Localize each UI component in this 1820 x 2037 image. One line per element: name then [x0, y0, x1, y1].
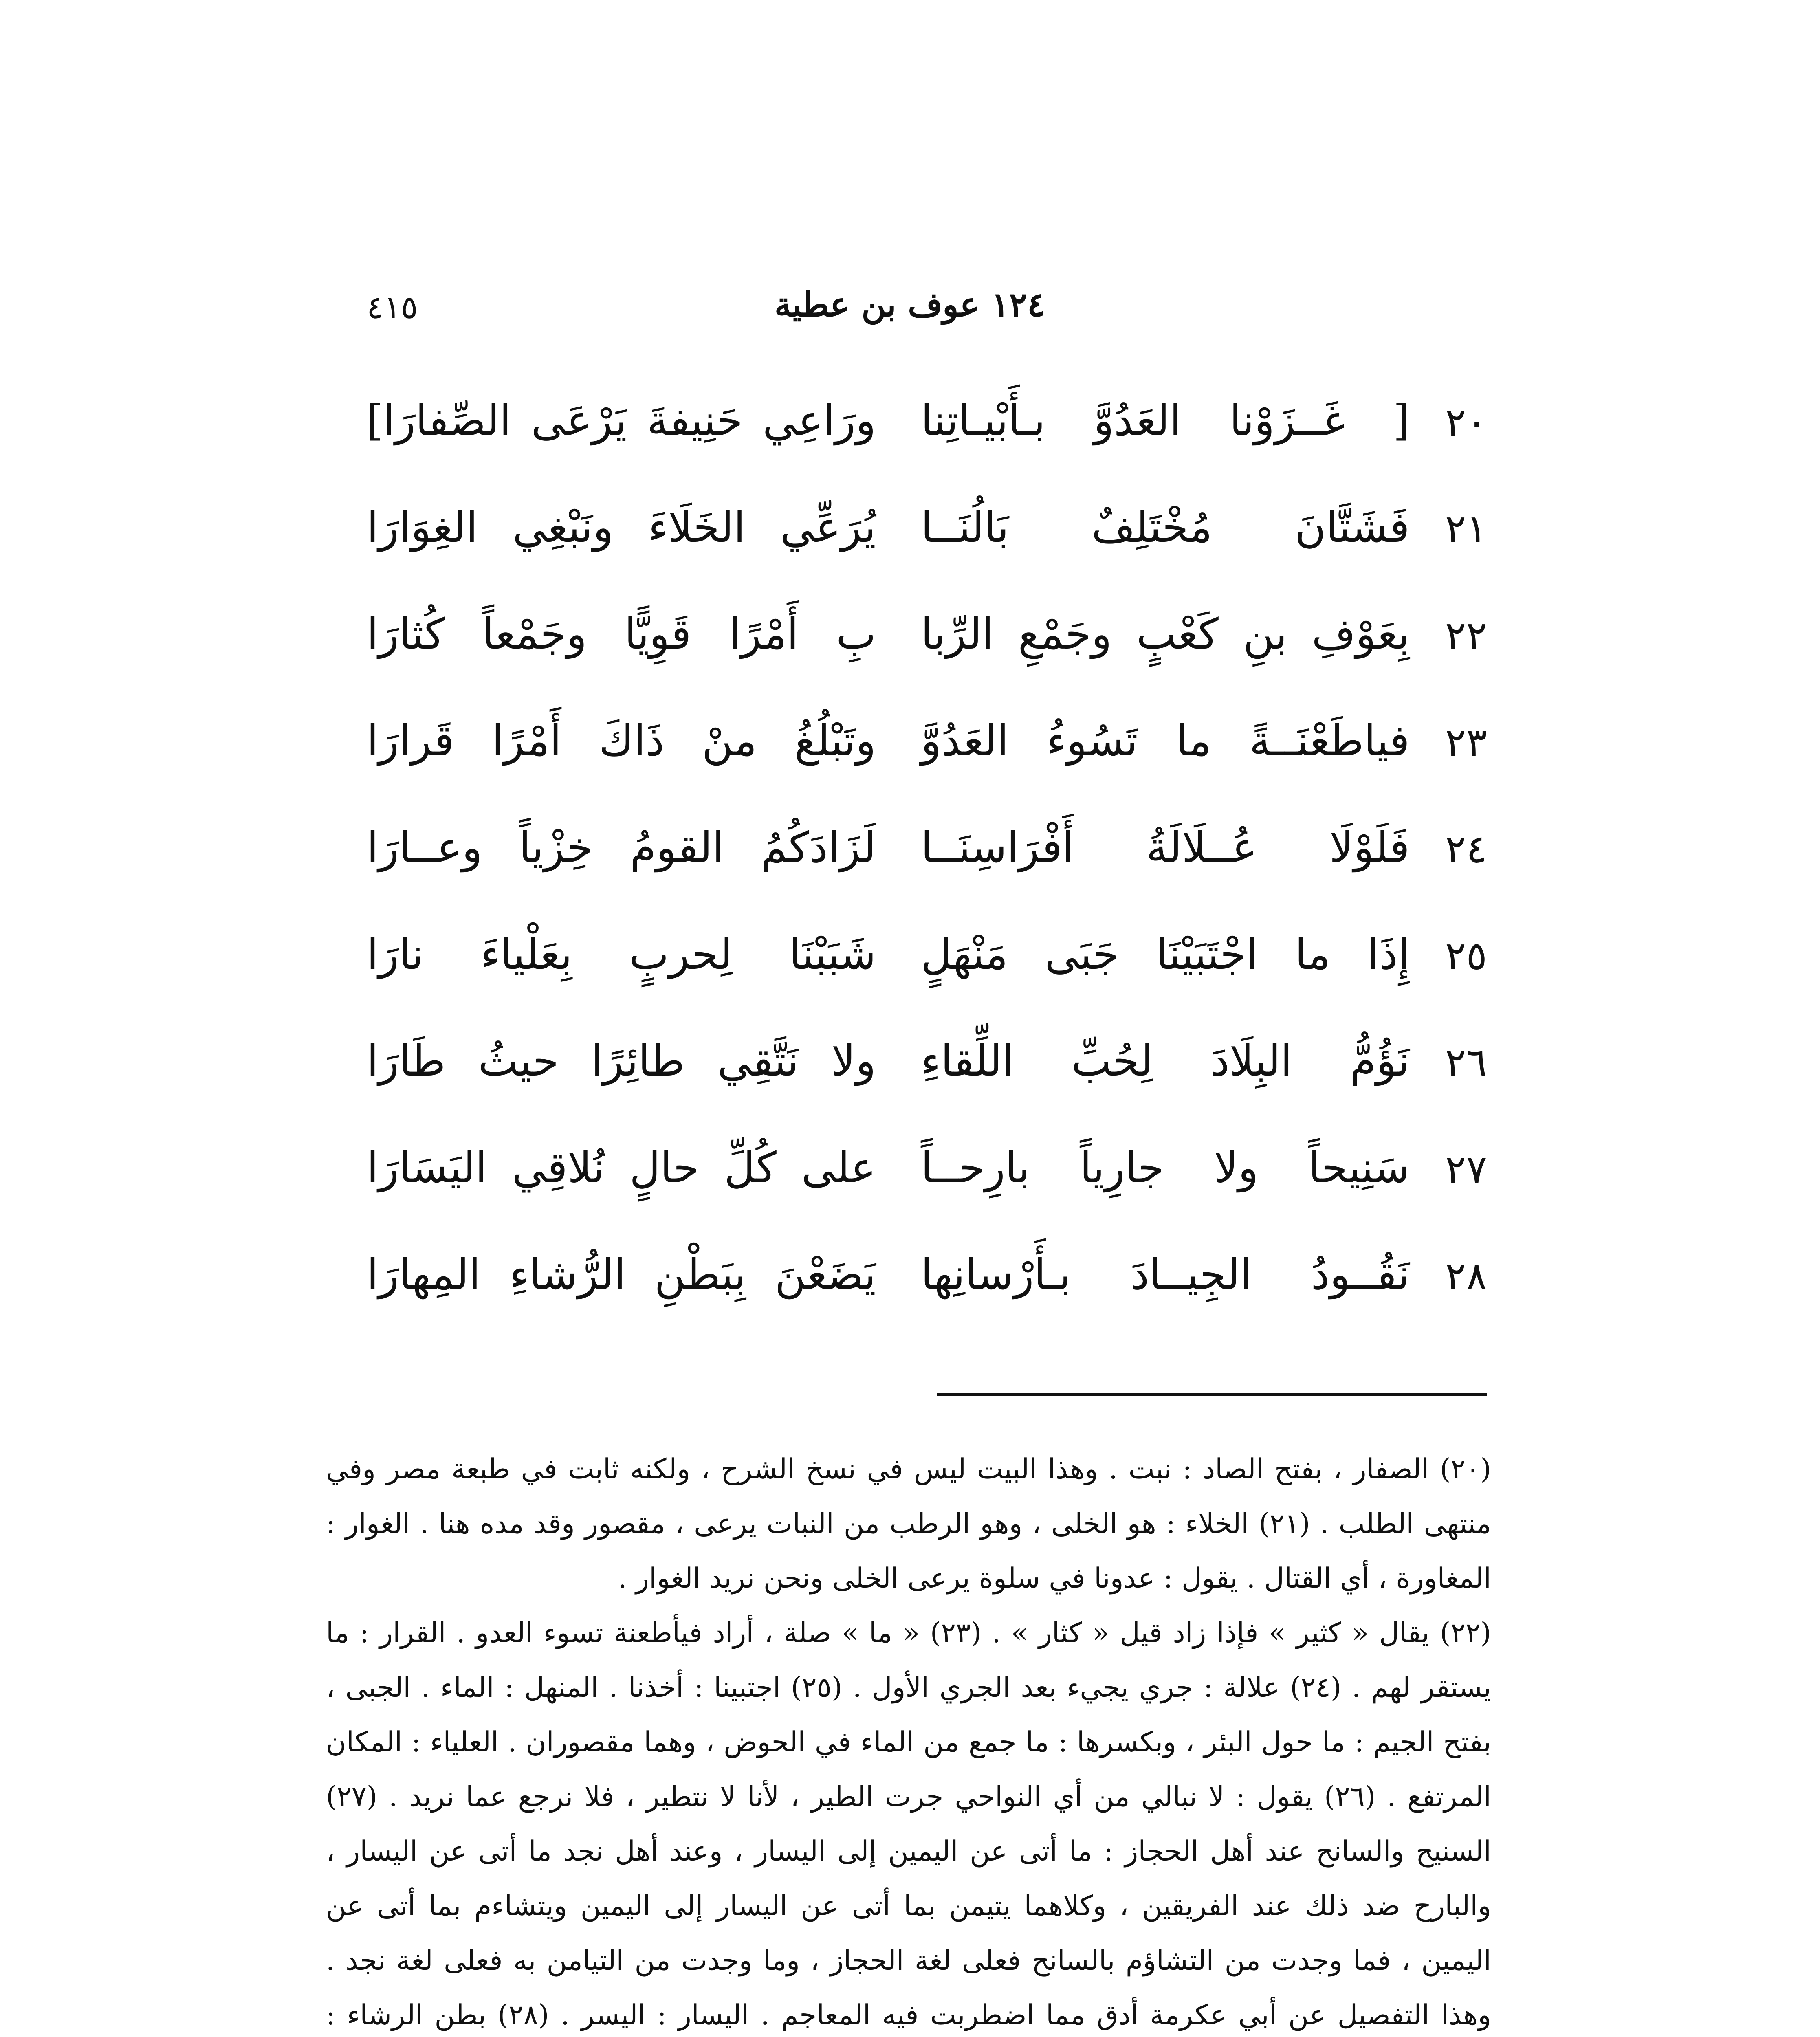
verse-first-hemistich: سَنِيحاً ولا جارِياً بارِحــاً [921, 1143, 1410, 1192]
footnotes [326, 1442, 1491, 2037]
verse-27 [367, 1134, 1487, 1241]
verse-26 [367, 1027, 1487, 1134]
verse-number: ٢٥ [1445, 933, 1487, 979]
footnote-paragraph: (٢٢) يقال « كثير » فإذا زاد قيل « كثار » . (٢٣) « ما » صلة ، أراد فيأطعنة تسوء العدو . القرار : ما يستقر لهم . (٢٤) علالة : جري يجيء بعد الجري الأول . (٢٥) اجتبينا : أخذنا . المنهل : الماء . الجبى ، بفتح الجيم : ما حول البئر ، وبكسرها : ما جمع من الماء في الحوض ، وهما مقصوران . العلياء : المكان المرتفع . (٢٦) يقول : لا نبالي من أي النواحي جرت الطير ، لأنا لا نتطير ، فلا نرجع عما نريد . (٢٧) السنيح والسانح عند أهل الحجاز : ما أتى عن اليمين إلى اليسار ، وعند أهل نجد ما أتى عن اليسار ، والبارح ضد ذلك عند الفريقين ، وكلاهما يتيمن بما أتى عن اليسار إلى اليمين ويتشاءم بما أتى عن اليمين ، فما وجدت من التشاؤم بالسانح فعلى لغة الحجاز ، وما وجدت من التيامن به فعلى لغة نجد . وهذا التفصيل عن أبي عكرمة أدق مما اضطربت فيه المعاجم . اليسار : اليسر . (٢٨) بطن الرشاء : [326, 1617, 1492, 2031]
verse-second-hemistich: شَبَبْنَا لِحربٍ بِعَلْياءَ نارَا [367, 929, 876, 979]
verse-number: ٢٨ [1445, 1253, 1487, 1299]
footnote-paragraph: (٢٠) الصفار ، بفتح الصاد : نبت . وهذا البيت ليس في نسخ الشرح ، ولكنه ثابت في طبعة مصر وفي منتهى الطلب . (٢١) الخلاء : هو الخلى ، وهو الرطب من النبات يرعى ، مقصور وقد مده هنا . الغوار : المغاورة ، أي القتال . يقول : عدونا في سلوة يرعى الخلى ونحن نريد الغوار . [326, 1453, 1492, 1595]
verse-first-hemistich: فَشَتَّانَ مُخْتَلِفٌ بَالُنَــا [921, 502, 1410, 552]
verse-second-hemistich: لَزَادَكُمُ القومُ خِزْياً وعــارَا [367, 823, 876, 872]
verse-number: ٢٠ [1445, 399, 1487, 445]
verse-first-hemistich: نَؤُمُّ البِلَادَ لِحُبِّ اللِّقاءِ [921, 1036, 1410, 1086]
verse-23 [367, 707, 1487, 814]
running-title: ١٢٤ عوف بن عطية [774, 285, 1045, 324]
verse-22 [367, 601, 1487, 707]
verse-number: ٢٦ [1445, 1040, 1487, 1085]
verse-number: ٢٧ [1445, 1146, 1487, 1192]
verse-second-hemistich: ولا نَتَّقِي طائِرًا حيثُ طَارَا [367, 1036, 876, 1086]
verse-first-hemistich: إِذَا ما اجْتَبَيْنَا جَبَى مَنْهَلٍ [921, 929, 1410, 979]
verse-second-hemistich: على كُلِّ حالٍ نُلاقِي اليَسَارَا [367, 1143, 876, 1192]
verse-second-hemistich: وتَبْلُغُ منْ ذَاكَ أَمْرًا قَرارَا [367, 716, 876, 766]
verse-25 [367, 921, 1487, 1027]
verse-first-hemistich: نَقُــودُ الجِيــادَ بـأَرْسانِها [921, 1249, 1410, 1299]
verse-21 [367, 494, 1487, 601]
verse-number: ٢٣ [1445, 719, 1487, 765]
verse-first-hemistich: [ غَــزَوْنا العَدُوَّ بـأَبْيـاتِنا [921, 396, 1410, 445]
verse-second-hemistich: يَضَعْنَ بِبَطْنِ الرُّشاءِ المِهارَا [367, 1249, 876, 1299]
verse-first-hemistich: فَلَوْلَا عُــلَالَةُ أَفْرَاسِنَــا [921, 823, 1410, 872]
verse-second-hemistich: بِ أَمْرًا قَوِيًّا وجَمْعاً كُثارَا [367, 609, 876, 659]
verse-24 [367, 814, 1487, 921]
verse-first-hemistich: فياطَعْنَــةً ما تَسُوءُ العَدُوَّ [921, 716, 1410, 766]
verse-28 [367, 1241, 1487, 1348]
poem-verses [367, 387, 1487, 1348]
verse-second-hemistich: ورَاعِي حَنِيفةَ يَرْعَى الصِّفارَا] [367, 396, 876, 445]
verse-number: ٢٤ [1445, 826, 1487, 872]
verse-number: ٢١ [1445, 506, 1487, 552]
verse-second-hemistich: يُرَعِّي الخَلَاءَ ونَبْغِي الغِوَارَا [367, 502, 876, 552]
verse-number: ٢٢ [1445, 613, 1487, 658]
footnote-separator [937, 1393, 1487, 1396]
verse-20 [367, 387, 1487, 494]
page-number: ٤١٥ [367, 289, 418, 326]
verse-first-hemistich: بِعَوْفِ بنِ كَعْبٍ وجَمْعِ الرِّبا [921, 609, 1410, 659]
